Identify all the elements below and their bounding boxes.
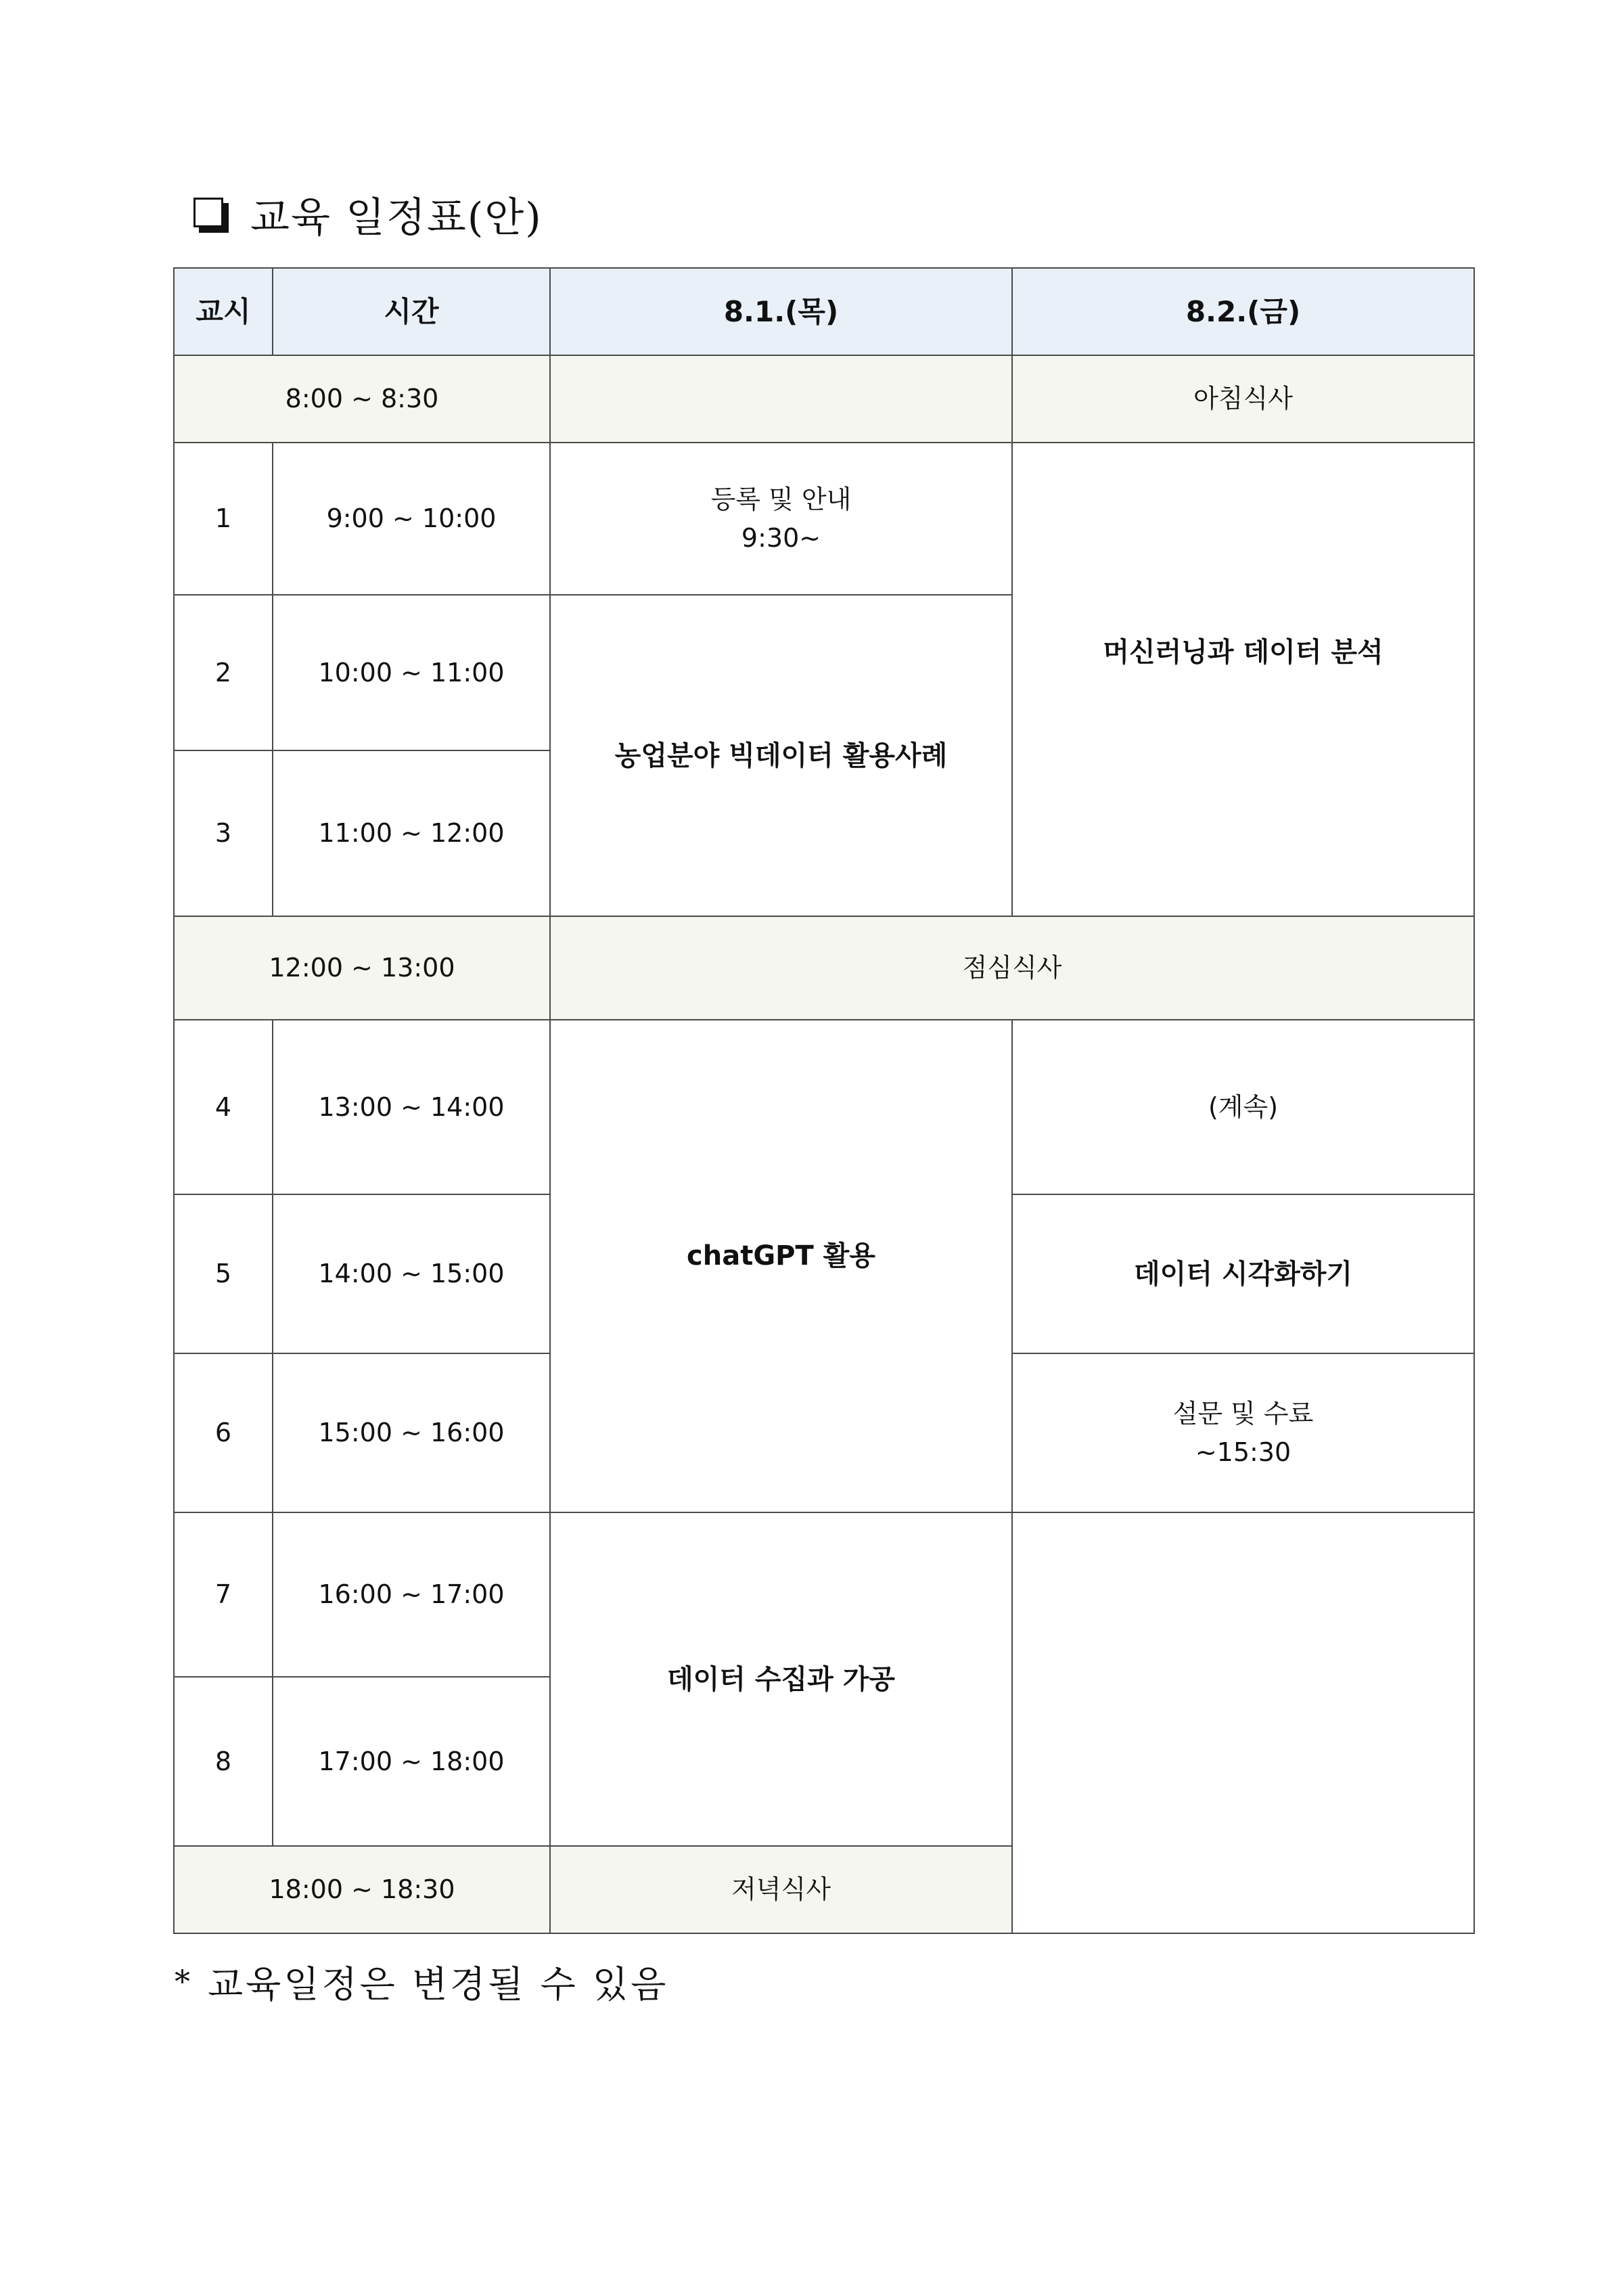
- time-cell: 13:00 ~ 14:00: [273, 1020, 550, 1194]
- session-visualization: 데이터 시각화하기: [1012, 1194, 1474, 1353]
- time-cell: 17:00 ~ 18:00: [273, 1677, 550, 1846]
- session-registration: [550, 443, 1012, 595]
- period-cell: 8: [174, 1677, 273, 1846]
- period-cell: 7: [174, 1512, 273, 1677]
- period-cell: 1: [174, 443, 273, 595]
- time-cell: 15:00 ~ 16:00: [273, 1353, 550, 1512]
- footnote-text: 교육일정은 변경될 수 있음: [208, 1962, 669, 2006]
- session-continued: (계속): [1012, 1020, 1474, 1194]
- checkbox-icon: [193, 198, 227, 231]
- breakfast-time: 8:00 ~ 8:30: [174, 355, 550, 443]
- header-day2: 8.2.(금): [1012, 268, 1474, 355]
- header-period: 교시: [174, 268, 273, 355]
- period-cell: 6: [174, 1353, 273, 1512]
- lunch-label: 점심식사: [550, 916, 1474, 1020]
- session-title: 설문 및 수료: [1172, 1398, 1314, 1428]
- time-cell: 11:00 ~ 12:00: [273, 750, 550, 916]
- table-row: [174, 1512, 1474, 1677]
- header-day1: 8.1.(목): [550, 268, 1012, 355]
- session-survey: [1012, 1353, 1474, 1512]
- dinner-time: 18:00 ~ 18:30: [174, 1846, 550, 1933]
- page-title: [193, 184, 543, 245]
- header-time: 시간: [273, 268, 550, 355]
- time-cell: 10:00 ~ 11:00: [273, 595, 550, 750]
- session-bigdata: 농업분야 빅데이터 활용사례: [550, 595, 1012, 916]
- empty-cell: [1012, 1512, 1474, 1933]
- session-machine-learning: 머신러닝과 데이터 분석: [1012, 443, 1474, 916]
- time-cell: 16:00 ~ 17:00: [273, 1512, 550, 1677]
- dinner-label: 저녁식사: [550, 1846, 1012, 1933]
- table-row: [174, 1020, 1474, 1194]
- schedule-table: [173, 267, 1475, 1934]
- session-time: ~15:30: [1195, 1437, 1291, 1467]
- time-cell: 9:00 ~ 10:00: [273, 443, 550, 595]
- lunch-row: [174, 916, 1474, 1020]
- session-time: 9:30~: [741, 522, 821, 553]
- table-row: [174, 443, 1474, 595]
- header-row: [174, 268, 1474, 355]
- session-data-collection: 데이터 수집과 가공: [550, 1512, 1012, 1846]
- time-cell: 14:00 ~ 15:00: [273, 1194, 550, 1353]
- period-cell: 5: [174, 1194, 273, 1353]
- lunch-time: 12:00 ~ 13:00: [174, 916, 550, 1020]
- footnote: [175, 1954, 668, 2008]
- breakfast-row: [174, 355, 1474, 443]
- session-title: 등록 및 안내: [710, 484, 852, 514]
- session-chatgpt: chatGPT 활용: [550, 1020, 1012, 1512]
- page-title-text: 교육 일정표(안): [250, 194, 543, 242]
- period-cell: 2: [174, 595, 273, 750]
- breakfast-day1: [550, 355, 1012, 443]
- breakfast-day2: 아침식사: [1012, 355, 1474, 443]
- period-cell: 4: [174, 1020, 273, 1194]
- asterisk-mark: *: [175, 1963, 193, 2000]
- period-cell: 3: [174, 750, 273, 916]
